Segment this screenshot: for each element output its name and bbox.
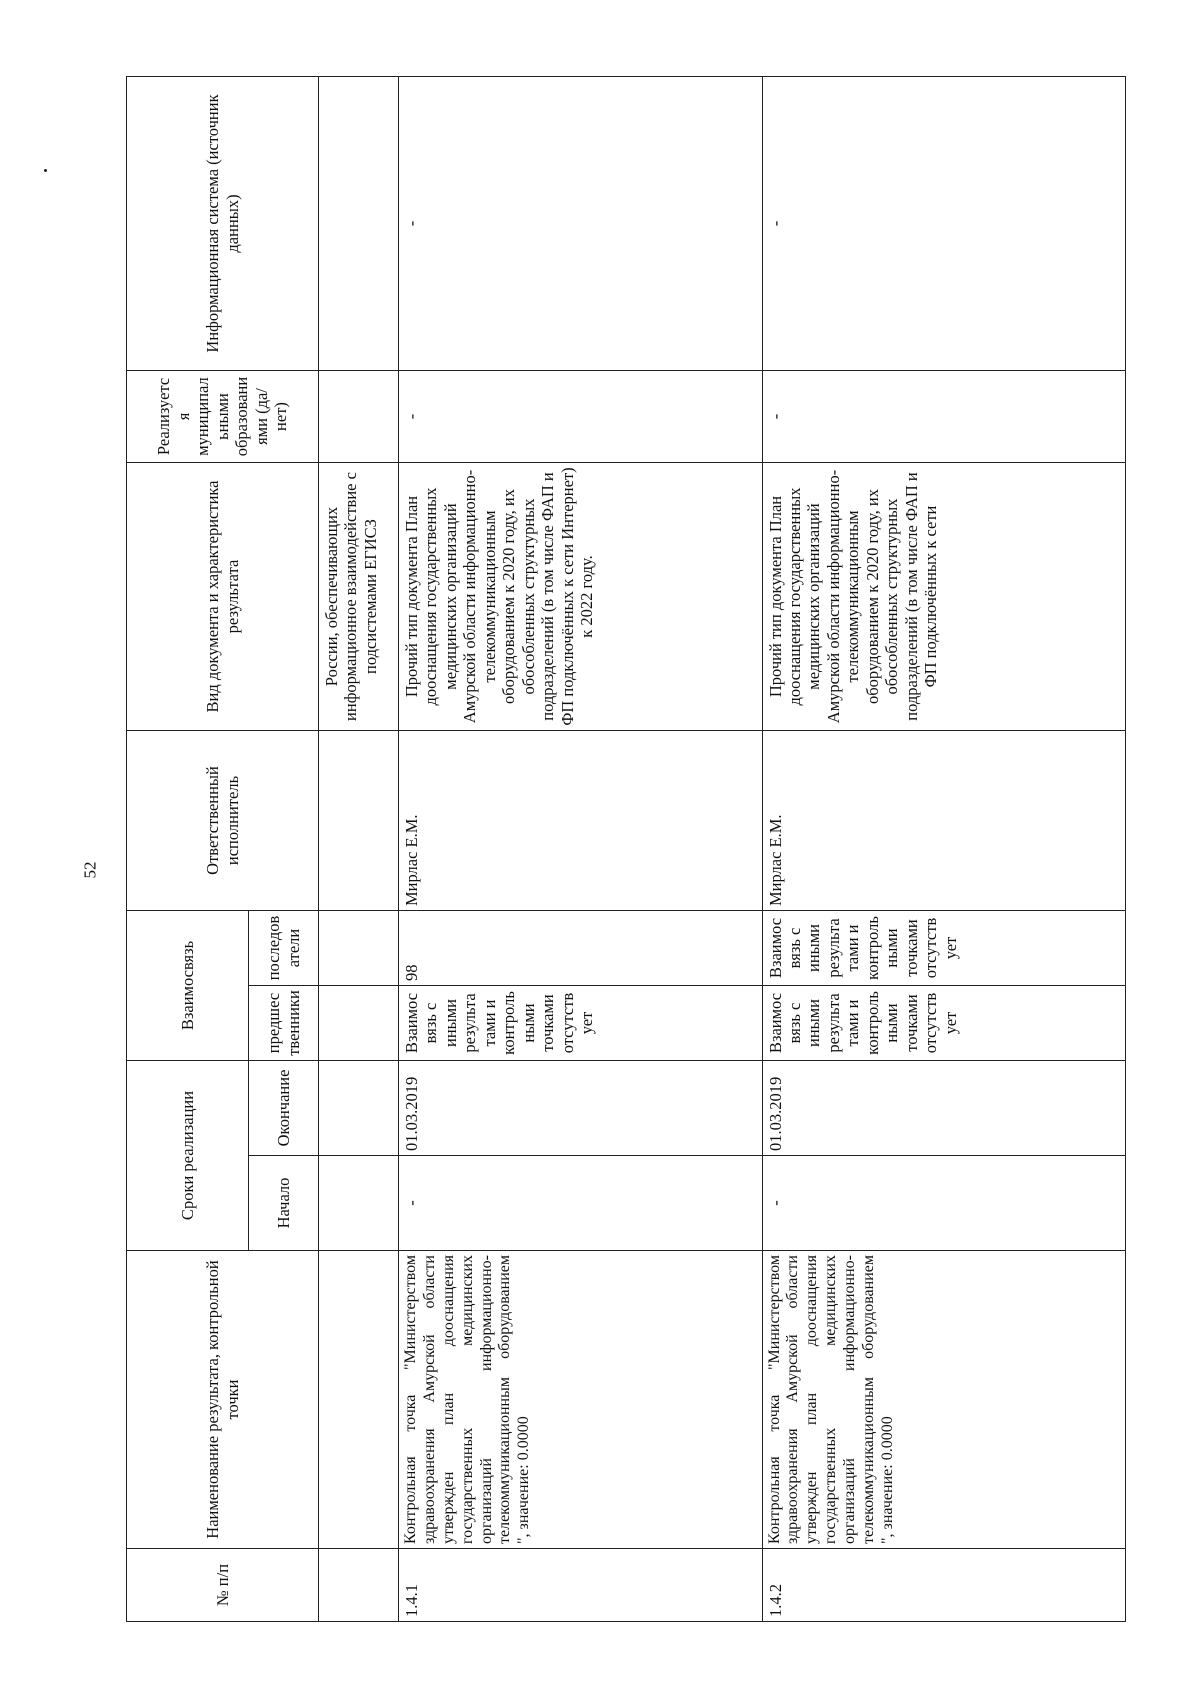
row-doc: Прочий тип документа План дооснащения государственных медицинских организаций Амурской области информационно-телекоммуникационным оборудованием к 2020 году, их обособленных структурных подразделений (в том числе ФАП и ФП подключённых к сети Интернет) к 2022 году. — [399, 463, 763, 731]
row-resp: Мирлас Е.М. — [399, 731, 763, 911]
rotated-table-container — [126, 77, 1126, 1622]
header-end: Окончание — [249, 1061, 319, 1156]
row-mun: - — [399, 371, 763, 463]
row-info: - — [762, 77, 1126, 371]
header-info: Информационная система (источник данных) — [127, 77, 319, 371]
header-num: № п/п — [127, 1549, 319, 1622]
row-start: - — [762, 1156, 1126, 1251]
header-row-1 — [127, 77, 249, 1622]
header-mun: Реализуется муниципальными образованиями (да/нет) — [127, 371, 319, 463]
row-num: 1.4.1 — [399, 1549, 763, 1622]
row-name: Контрольная точка "Министерством здравоохранения Амурской области утвержден план дооснащения государственных медицинских организаций информационно-телекоммуникационным оборудованием ", значение: 0.0000 — [399, 1251, 763, 1549]
row-start: - — [399, 1156, 763, 1251]
page-number: 52 — [80, 861, 100, 879]
continuation-doc: России, обеспечивающих информационное взаимодействие с подсистемами ЕГИСЗ — [319, 463, 399, 731]
header-doc: Вид документа и характеристика результата — [127, 463, 319, 731]
row-doc: Прочий тип документа План дооснащения государственных медицинских организаций Амурской области информационно-телекоммуникационным оборудованием к 2020 году, их обособленных структурных подразделений (в том числе ФАП и ФП подключённых к сети — [762, 463, 1126, 731]
row-pred: Взаимосвязь с иными результатами и контрольными точками отсутствует — [399, 986, 763, 1061]
row-end: 01.03.2019 — [399, 1061, 763, 1156]
results-table — [126, 76, 1126, 1622]
row-mun: - — [762, 371, 1126, 463]
header-link: Взаимосвязь — [127, 911, 249, 1061]
row-info: - — [399, 77, 763, 371]
row-name: Контрольная точка "Министерством здравоохранения Амурской области утвержден план дооснащения государственных медицинских организаций информационно-телекоммуникационным оборудованием ", значение: 0.0000 — [762, 1251, 1126, 1549]
header-start: Начало — [249, 1156, 319, 1251]
row-resp: Мирлас Е.М. — [762, 731, 1126, 911]
row-next: 98 — [399, 911, 763, 986]
row-end: 01.03.2019 — [762, 1061, 1126, 1156]
row-num: 1.4.2 — [762, 1549, 1126, 1622]
table-row — [762, 77, 1126, 1622]
row-next: Взаимосвязь с иными результатами и контрольными точками отсутствует — [762, 911, 1126, 986]
table-row — [399, 77, 763, 1622]
header-terms: Сроки реализации — [127, 1061, 249, 1251]
row-pred: Взаимосвязь с иными результатами и контрольными точками отсутствует — [762, 986, 1126, 1061]
header-next: последователи — [249, 911, 319, 986]
header-pred: предшественники — [249, 986, 319, 1061]
header-resp: Ответственный исполнитель — [127, 731, 319, 911]
scan-speck — [44, 169, 47, 172]
continuation-row — [319, 77, 399, 1622]
header-name: Наименование результата, контрольной точки — [127, 1251, 319, 1549]
